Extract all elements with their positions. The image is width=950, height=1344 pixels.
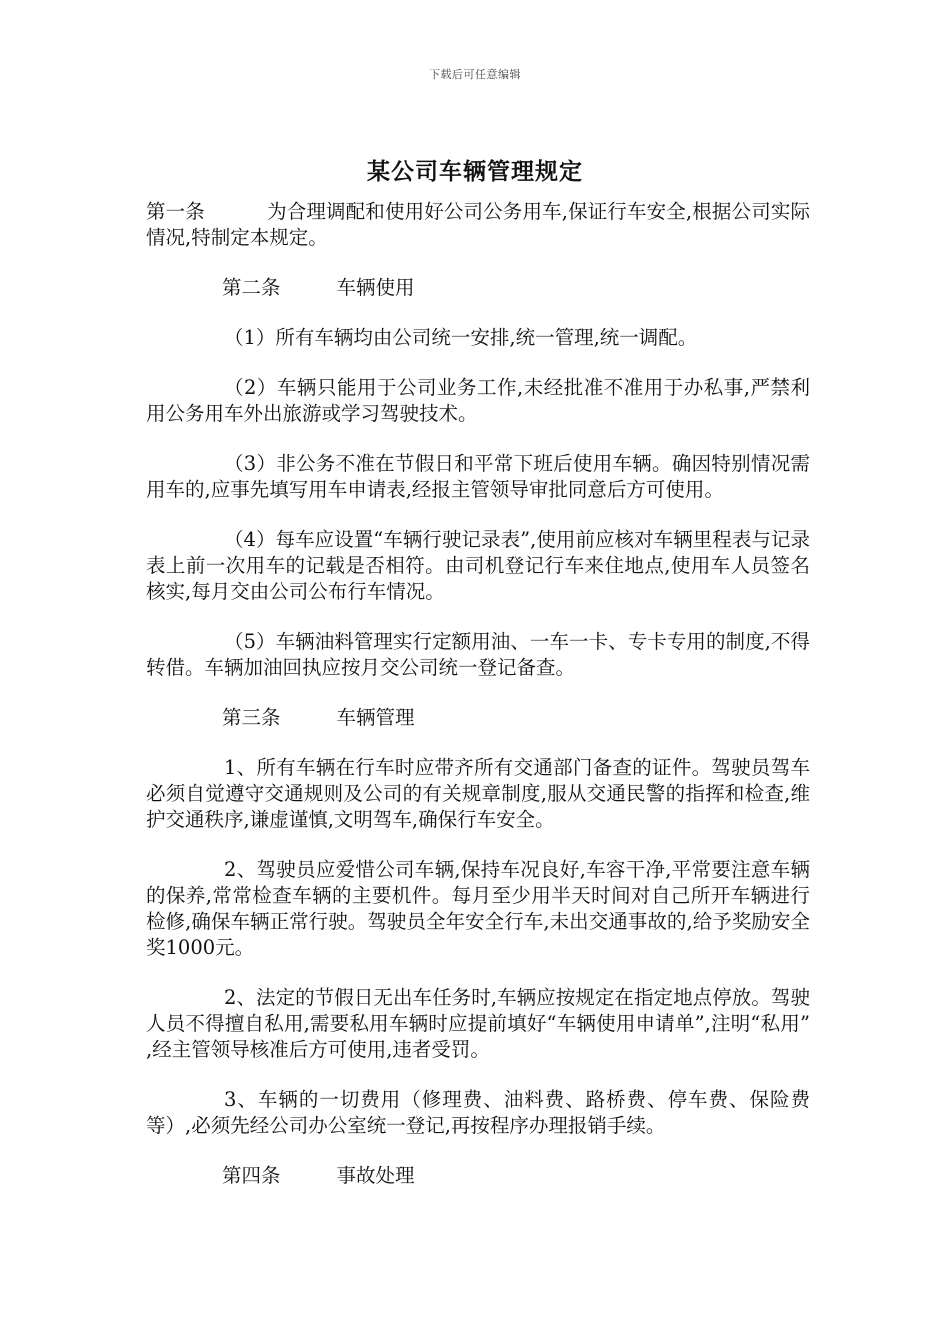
article-2-heading (146, 275, 810, 301)
article-3-heading (146, 705, 810, 731)
article-4-title: 事故处理 (336, 1164, 415, 1187)
article-2-label: 第二条 (222, 276, 281, 299)
article-1 (146, 199, 810, 251)
article-2-item: （5）车辆油料管理实行定额用油、一车一卡、专卡专用的制度,不得转借。车辆加油回执应按月交公司统一登记备查。 (146, 630, 810, 679)
article-4-heading (146, 1163, 810, 1189)
article-2-item: （2）车辆只能用于公司业务工作,未经批准不准用于办私事,严禁利用公务用车外出旅游或学习驾驶技术。 (146, 376, 810, 425)
article-3-item: 1、所有车辆在行车时应带齐所有交通部门备查的证件。驾驶员驾车必须自觉遵守交通规则及公司的有关规章制度,服从交通民警的指挥和检查,维护交通秩序,谦虚谨慎,文明驾车,确保行车安全。 (146, 756, 810, 831)
article-3-item: 3、车辆的一切费用（修理费、油料费、路桥费、停车费、保险费等）,必须先经公司办公室统一登记,再按程序办理报销手续。 (146, 1088, 810, 1137)
article-1-label: 第一条 (146, 200, 205, 223)
article-3-item: 2、驾驶员应爱惜公司车辆,保持车况良好,车容干净,平常要注意车辆的保养,常常检查车辆的主要机件。每月至少用半天时间对自己所开车辆进行检修,确保车辆正常行驶。驾驶员全年安全行车,未出交通事故的,给予奖励安全奖1000元。 (146, 858, 810, 959)
document-body (146, 199, 810, 1213)
article-3-label: 第三条 (222, 706, 281, 729)
article-1-text: 为合理调配和使用好公司公务用车,保证行车安全,根据公司实际情况,特制定本规定。 (146, 200, 810, 249)
article-2-title: 车辆使用 (336, 276, 415, 299)
header-note: 下载后可任意编辑 (429, 68, 521, 81)
article-3-title: 车辆管理 (336, 706, 415, 729)
document-title: 某公司车辆管理规定 (367, 159, 583, 185)
article-2-item: （3）非公务不准在节假日和平常下班后使用车辆。确因特别情况需用车的,应事先填写用车申请表,经报主管领导审批同意后方可使用。 (146, 452, 810, 501)
article-2-item: （4）每车应设置“车辆行驶记录表”,使用前应核对车辆里程表与记录表上前一次用车的记载是否相符。由司机登记行车来住地点,使用车人员签名核实,每月交由公司公布行车情况。 (146, 528, 810, 603)
article-3-item: 2、法定的节假日无出车任务时,车辆应按规定在指定地点停放。驾驶人员不得擅自私用,需要私用车辆时应提前填好“车辆使用申请单”,注明“私用” ,经主管领导核准后方可使用,违者受罚。 (146, 986, 810, 1061)
article-2-item: （1）所有车辆均由公司统一安排,统一管理,统一调配。 (224, 326, 698, 349)
article-4-label: 第四条 (222, 1164, 281, 1187)
